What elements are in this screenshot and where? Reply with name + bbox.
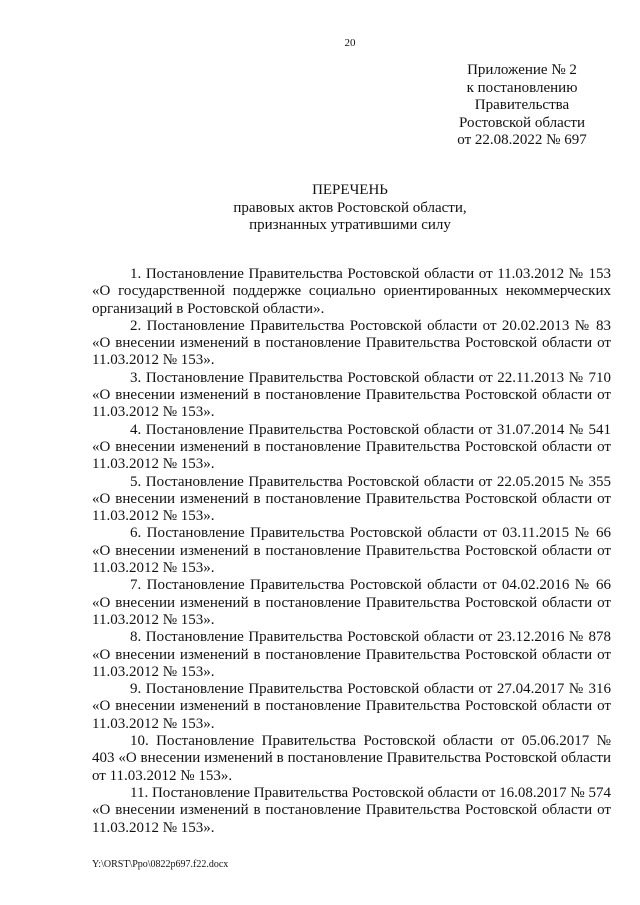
annex-line: Приложение № 2	[467, 62, 577, 78]
footer-file-path: Y:\ORST\Ppo\0822p697.f22.docx	[92, 859, 229, 870]
page-number: 20	[344, 37, 356, 49]
list-item: 1. Постановление Правительства Ростовской области от 11.03.2012 № 153 «О государственной поддержке социально ориентированных некоммерческих организаций в Ростовской области».	[92, 266, 611, 317]
list-item: 8. Постановление Правительства Ростовской области от 23.12.2016 № 878 «О внесении изменений в постановление Правительства Ростовской области от 11.03.2012 № 153».	[92, 629, 611, 680]
annex-block	[448, 62, 596, 150]
list-item: 10. Постановление Правительства Ростовской области от 05.06.2017 № 403 «О внесении изменений в постановление Правительства Ростовской области от 11.03.2012 № 153».	[92, 733, 611, 784]
list-item: 3. Постановление Правительства Ростовской области от 22.11.2013 № 710 «О внесении изменений в постановление Правительства Ростовской области от 11.03.2012 № 153».	[92, 369, 611, 421]
annex-line: к постановлению	[466, 79, 578, 96]
list-item: 11. Постановление Правительства Ростовской области от 16.08.2017 № 574 «О внесении изменений в постановление Правительства Ростовской области от 11.03.2012 № 153».	[92, 784, 611, 836]
annex-line: Правительства	[474, 97, 570, 113]
list-item: 5. Постановление Правительства Ростовской области от 22.05.2015 № 355 «О внесении изменений в постановление Правительства Ростовской области от 11.03.2012 № 153».	[92, 473, 611, 525]
annex-line: от 22.08.2022 № 697	[457, 132, 587, 148]
list-item: 2. Постановление Правительства Ростовской области от 20.02.2013 № 83 «О внесении изменений в постановление Правительства Ростовской области от 11.03.2012 № 153».	[92, 317, 611, 369]
list-item: 7. Постановление Правительства Ростовской области от 04.02.2016 № 66 «О внесении изменений в постановление Правительства Ростовской области от 11.03.2012 № 153».	[92, 577, 611, 628]
acts-list	[92, 266, 611, 837]
list-item: 4. Постановление Правительства Ростовской области от 31.07.2014 № 541 «О внесении изменений в постановление Правительства Ростовской области от 11.03.2012 № 153».	[92, 421, 611, 473]
annex-line: Ростовской области	[459, 114, 585, 131]
list-item: 6. Постановление Правительства Ростовской области от 03.11.2015 № 66 «О внесении изменений в постановление Правительства Ростовской области от 11.03.2012 № 153».	[92, 525, 611, 577]
heading-title: ПЕРЕЧЕНЬ	[312, 182, 388, 198]
list-item: 9. Постановление Правительства Ростовской области от 27.04.2017 № 316 «О внесении изменений в постановление Правительства Ростовской области от 11.03.2012 № 153».	[92, 681, 611, 732]
document-heading	[0, 182, 640, 235]
heading-subtitle-line: правовых актов Ростовской области,	[233, 199, 467, 216]
heading-subtitle-line: признанных утратившими силу	[249, 217, 451, 233]
